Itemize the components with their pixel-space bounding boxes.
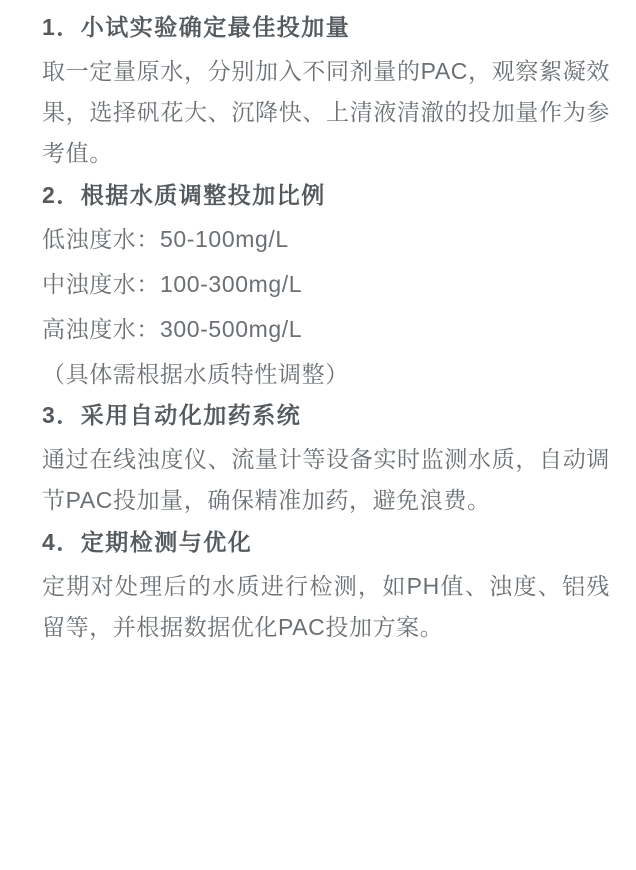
section-2-paragraph-note: （具体需根据水质特性调整） <box>42 360 349 387</box>
section-1-heading: 1．小试实验确定最佳投加量 <box>42 14 351 40</box>
section-4-heading: 4．定期检测与优化 <box>42 529 253 556</box>
section-4 <box>42 525 610 648</box>
section-2-paragraph-mid-turbidity: 中浊度水：100-300mg/L <box>42 270 303 297</box>
section-3-heading: 3．采用自动化加药系统 <box>42 402 302 429</box>
section-2-paragraph-low-turbidity: 低浊度水：50-100mg/L <box>42 225 289 252</box>
section-2-heading: 2．根据水质调整投加比例 <box>42 181 326 208</box>
section-1-paragraph: 取一定量原水，分别加入不同剂量的PAC，观察絮凝效果，选择矾花大、沉降快、上清液清澈的投加量作为参考值。 <box>42 57 610 166</box>
section-1 <box>42 10 610 174</box>
section-3 <box>42 398 610 521</box>
section-4-paragraph: 定期对处理后的水质进行检测，如PH值、浊度、铝残留等，并根据数据优化PAC投加方案。 <box>42 573 610 641</box>
section-2-paragraph-high-turbidity: 高浊度水：300-500mg/L <box>42 315 303 342</box>
section-2 <box>42 178 610 395</box>
section-3-paragraph: 通过在线浊度仪、流量计等设备实时监测水质，自动调节PAC投加量，确保精准加药，避免浪费。 <box>42 446 610 514</box>
